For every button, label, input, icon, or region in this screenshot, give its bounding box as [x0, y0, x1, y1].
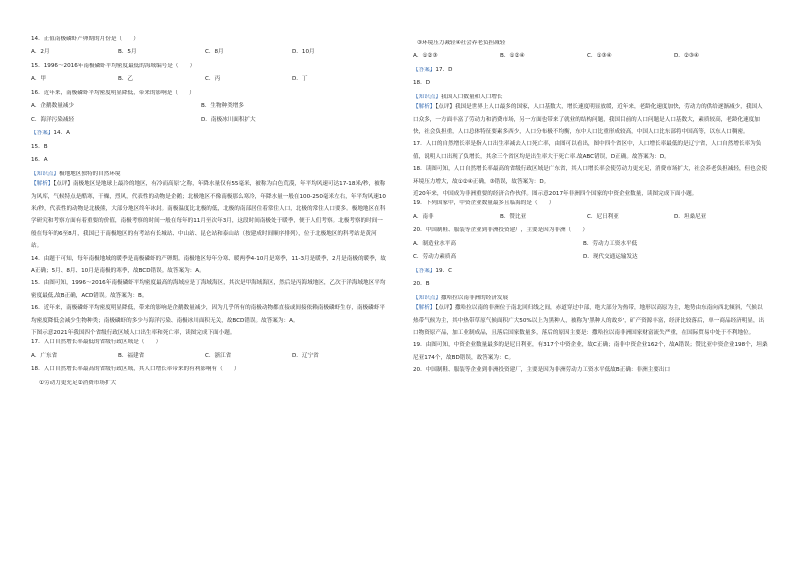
option: D．丁	[292, 76, 308, 83]
explanation-18: 18．读图可知，人口自然增长率最高的省级行政区域是广东省，其人口增长率会使劳动力更充足，消费市场扩大，社会养老负担减轻，但也会使环境压力增大，故①②④正确，③错误，故答案为：D。	[413, 166, 767, 185]
answer-line-15: 15．B	[31, 143, 48, 150]
question-18-statements-a: ①劳动力更充足②消费市场扩大	[39, 379, 117, 386]
answer-line-14: 【答案】14．A	[31, 130, 70, 137]
explanation-14: 14．由题干可知，每年南极地域的暖季是南极磷虾的产卵期。南极地区每年分寒、暖两季4-10月是寒季，11-3月是暖季，2月是南极的暖季，故A正确；5月、8月、10月是南极的寒季，故BCD错误。故答案为：A。	[31, 255, 386, 274]
question-14-options	[31, 49, 386, 56]
option: A．企鹅数量减少	[31, 103, 74, 110]
option: C．海洋污染减轻	[31, 116, 75, 123]
answer-line-20: 20．B	[413, 281, 430, 288]
question-19-options	[413, 214, 768, 221]
question-18-statements-b: ③环境压力减轻④社会养老负担减轻	[417, 40, 506, 46]
option: D．10月	[292, 49, 315, 56]
explanation-17: 17．人口的自然增长率是指人口出生率减去人口死亡率，由图可以看出，图中四个省区中，人口增长率最低的是辽宁省，人口自然增长率为负值，说明人口出现了负增长，其余三个省区均是出生率大于死亡率.故ABC错误，D正确。故答案为：D。	[413, 141, 762, 160]
option: A．制造业水平高	[413, 240, 456, 247]
option: B．劳动力工资水平低	[583, 240, 638, 247]
answer-line-16: 16．A	[31, 157, 48, 164]
option: B．①②④	[500, 53, 525, 60]
explanation-15: 15．由图可知，1996～2016年南极磷虾平均密度最高的海域应是丁海域海区，其次是甲海域海区，然后是丙海域地区，乙次于洋海域地区平均密度最低,故B正确，ACD错误。故答案为：B。	[31, 280, 386, 299]
option: C．尼日利亚	[587, 213, 619, 220]
option: A．广东省	[31, 352, 58, 359]
analysis-paragraph: 【解析】【点评】撒哈拉以南的非洲位于南北回归线之间，赤道穿过中部，绝大部分为热带，地形以高原为主，地势由东南向西北倾斜，气候以热带气候为主，其中热带草原气候面积广大50%以上为黑种人，被称为'黑种人的故乡'，矿产资源丰富，经济比较落后，单一商品经济明显，出口物资原产品，加工业制成品，且落后国家数量多，落后的原因主要是：撒哈拉以南非洲国家财富流失严重，在国际贸易中处于不利地位。	[413, 305, 765, 336]
intro-19-20: 近20年来，中国成为非洲重要的经济合作伙伴。图示意2017年非洲四个国家的中资企业数量，读图完成下面小题。	[413, 191, 698, 198]
question-14: 14．正值南极磷虾产卵期的月份是（ ）	[31, 36, 139, 42]
question-17-options	[31, 353, 386, 360]
question-18-options	[413, 53, 768, 60]
option: C．丙	[205, 76, 221, 83]
question-20-options-row2	[413, 254, 768, 261]
option: A．①②③	[413, 53, 438, 60]
question-20: 20．中国制鞋、服装等企业到非洲投资建厂，主要是因为非洲（ ）	[413, 227, 588, 234]
question-16-options-row1	[31, 103, 386, 110]
explanation-20: 20．中国制鞋、服装等企业到非洲投资建厂，主要是因为非洲劳动力工资水平低故B正确：非洲主要出口	[413, 367, 671, 374]
question-15-options	[31, 76, 386, 83]
answer-line-19: 【答案】19．C	[413, 267, 453, 274]
answer-line-18: 18．D	[413, 80, 431, 87]
option: B．乙	[118, 76, 134, 83]
left-column	[31, 36, 386, 387]
option: C．浙江省	[205, 352, 232, 359]
option: C．劳动力素质高	[413, 254, 457, 261]
explanation-16: 16．近年来，南极磷虾平均密度明显降低，带来的影响是企鹅数量减少，因为几乎所有的南极动物都直接或间接依赖南极磷虾生存，南极磷虾平均密度降低会减少生物种类；南极磷虾的多少与海洋污染、南极冰川面积无关，故BCD错误。故答案为：A。	[31, 305, 385, 324]
knowledge-point: 【知识点】我国人口数量和人口增长	[413, 93, 503, 100]
option: B．5月	[118, 49, 137, 56]
option: C．①③④	[587, 53, 612, 60]
question-18: 18．人口自然增长率最高的省级行政区域，其人口增长率带来的有利影响有（ ）	[31, 366, 240, 373]
question-20-options-row1	[413, 241, 768, 248]
option: A．2月	[31, 49, 50, 56]
question-16-options-row2	[31, 117, 386, 124]
answer-tag: 【答案】	[31, 130, 54, 137]
intro-17-18: 下图示意2021年我国四个省级行政区域人口出生率和死亡率，读图完成下面小题。	[31, 330, 236, 337]
knowledge-point: 【知识点】极地地区独特的自然环境	[31, 170, 121, 177]
question-19: 19．下列国家中，中资企业数量最多且临海的是（ ）	[413, 200, 555, 207]
option: D．辽宁省	[292, 352, 319, 359]
option: D．南极冰川面积扩大	[201, 116, 256, 123]
analysis-paragraph: 【解析】【点评】南极地区是地球上最冷的地区，有冷而高原’之称，年降水量仅有55毫米，被称为白色荒漠，年平均风速可达17-18米/秒，被称为风库，气候特点是酷寒，干燥，烈风，代表性的动物是企鹅；北极地区不像南极那么寒冷，年降水量一般在100-250毫米左右，年平均风速10米/秒，代表性的动物是北极熊，大部分地区终年冰封。南极温度比北极的低，北极的南部居住着常住人口，北极的常住人口要多。极地地区在科学研究和考察方面有着重要的价值，南极考察的时间一般在每年的11月至次年3月，这段时间南极处于暖季，便于人们考察。北极考察的时间一般在每年的6至8月，我国已于南极地区的有考站有长城站、中山站、昆仑站和泰山站（按建成时间顺序排列），位于北极地区的科考站是黄河站。	[31, 181, 386, 250]
option: B．生物种类增多	[201, 103, 244, 110]
analysis-paragraph: 【解析】【点评】我国是世界上人口最多的国家，人口基数大，增长速度明显放缓，近年来，老龄化速度加快，劳动力的供给逐渐减少，我国人口众多，一方面丰富了劳动力和消费市场，另一方面也带来了就业的结构问题，我国目前的人口问题是人口基数大，素质较高，老龄化速度加快，社会负担重，人口总体特征要素多西少，人口分布极不均衡，东中人口比重形成较高，中国人口比东部将中国高等，以东人口稠密。	[413, 104, 763, 136]
option: A．南非	[413, 213, 434, 220]
option: B．福建省	[118, 352, 145, 359]
option: D．坦桑尼亚	[674, 213, 707, 220]
option: D．②③④	[674, 53, 699, 60]
knowledge-point: 【知识点】撒哈拉以南非洲的经济发展	[413, 294, 509, 301]
question-15: 15．1996～2016年南极磷虾平均密度最低的海域编号是（ ）	[31, 62, 196, 69]
right-column	[413, 40, 768, 377]
option: A．甲	[31, 76, 47, 83]
option: B．赞比亚	[500, 213, 527, 220]
question-17: 17．人口自然增长率最低的省级行政区域是（ ）	[31, 339, 162, 346]
answer-line-17: 【答案】17．D	[413, 66, 453, 73]
option: C．8月	[205, 49, 224, 56]
question-16: 16．近年来，南极磷虾平均密度明显降低，带来的影响是（ ）	[31, 89, 195, 96]
explanation-19: 19．由图可知，中资企业数量最多的是尼日利亚，有317个中资企业，故C正确；南非中资企业162个，故A错误；赞比亚中资企业198个，坦桑尼亚174个，故BD错误，故答案为：C。	[413, 342, 768, 361]
option: D．现代交通运输发达	[583, 254, 638, 261]
